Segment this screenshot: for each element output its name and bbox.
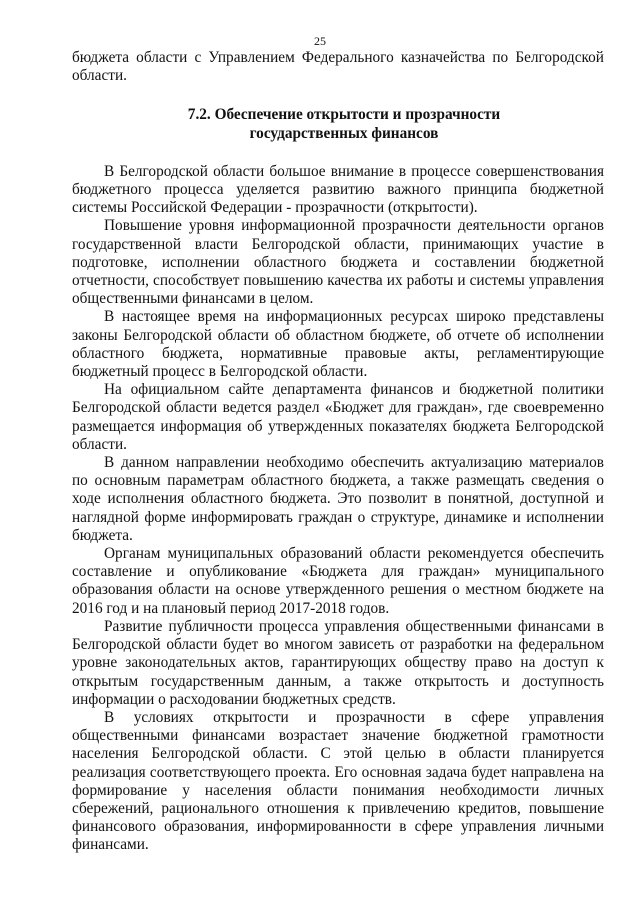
paragraph: Повышение уровня информационной прозрачности деятельности органов государственной власти Белгородской области, принимающих участие в подготовке, исполнении областного бюджета и составлении бюджетной отчетности, способствует повышению качества их работы и системы управления общественными финансами в целом. xyxy=(72,217,604,308)
paragraph: В настоящее время на информационных ресурсах широко представлены законы Белгородской области об областном бюджете, об отчете об исполнении областного бюджета, нормативные правовые акты, регламентирующие бюджетный процесс в Белгородской области. xyxy=(72,308,604,381)
paragraph: Органам муниципальных образований области рекомендуется обеспечить составление и опубликование «Бюджета для граждан» муниципального образования области на основе утвержденного решения о местном бюджете на 2016 год и на плановый период 2017-2018 годов. xyxy=(72,545,604,617)
document-body xyxy=(72,49,604,855)
paragraph: На официальном сайте департамента финансов и бюджетной политики Белгородской области ведется раздел «Бюджет для граждан», где своевременно размещается информация об утвержденных показателях бюджета Белгородской области. xyxy=(72,381,604,453)
page-number: 25 xyxy=(314,34,326,48)
paragraph: В данном направлении необходимо обеспечить актуализацию материалов по основным параметрам областного бюджета, а также размещать сведения о ходе исполнения областного бюджета. Это позволит в понятной, доступной и наглядной форме информировать граждан о структуре, динамике и исполнении бюджета. xyxy=(72,454,604,544)
paragraph: В условиях открытости и прозрачности в сфере управления общественными финансами возрастает значение бюджетной грамотности населения Белгородской области. С этой целью в области планируется реализация соответствующего проекта. Его основная задача будет направлена на формирование у населения области понимания необходимости личных сбережений, рационального отношения к привлечению кредитов, повышение финансового образования, информированности в сфере управления личными финансами. xyxy=(72,708,604,854)
lead-paragraph: бюджета области с Управлением Федерального казначейства по Белгородской области. xyxy=(72,49,604,85)
section-heading: 7.2. Обеспечение открытости и прозрачности государственных финансов xyxy=(187,106,501,142)
paragraph: Развитие публичности процесса управления общественными финансами в Белгородской области будет во многом зависеть от разработки на федеральном уровне законодательных актов, гарантирующих обществу право на доступ к открытым государственным данным, а также открытость и доступность информации о расходовании бюджетных средств. xyxy=(72,617,604,708)
paragraph: В Белгородской области большое внимание в процессе совершенствования бюджетного процесса уделяется развитию важного принципа бюджетной системы Российской Федерации - прозрачности (открытости). xyxy=(72,162,604,217)
